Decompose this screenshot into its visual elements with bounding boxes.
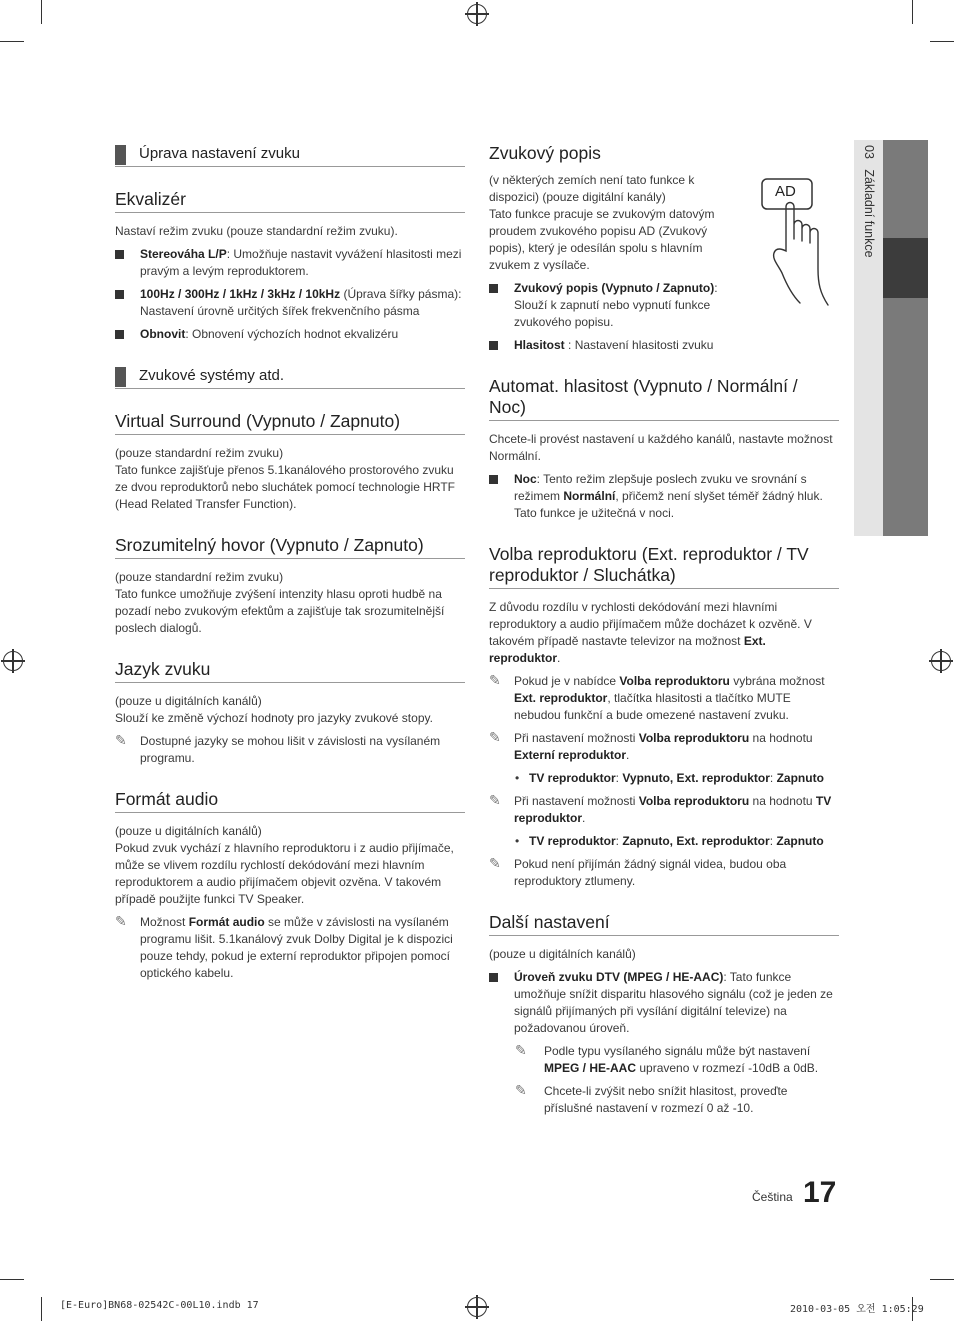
note xyxy=(489,793,839,827)
text: : xyxy=(769,771,777,785)
list-item xyxy=(489,833,839,850)
heading-additional-settings: Další nastavení xyxy=(489,912,839,936)
list-item xyxy=(115,246,465,280)
term: Volba reproduktoru xyxy=(619,674,730,688)
registration-mark-icon xyxy=(467,1297,487,1317)
term: Zvukový popis (Vypnuto / Zapnuto) xyxy=(514,281,715,295)
note xyxy=(489,856,839,890)
heading-speaker-select: Volba reproduktoru (Ext. reproduktor / TV reproduktor / Sluchátka) xyxy=(489,544,839,589)
term: Úroveň zvuku DTV (MPEG / HE-AAC) xyxy=(514,970,724,984)
paragraph: Pokud zvuk vychází z hlavního reproduktoru i z audio přijímače, může se vlivem rozdílu rychlostí dekódování mezi hlavním reproduktorem a audio přijímačem objevit ozvěna. V takovém případě použijte funkci TV Speaker. xyxy=(115,841,454,906)
list-item xyxy=(115,326,465,343)
paragraph: Chcete-li provést nastavení u každého kanálů, nastavte možnost Normální. xyxy=(489,432,833,463)
chapter-tab-band xyxy=(883,140,928,536)
heading-virtual-surround: Virtual Surround (Vypnuto / Zapnuto) xyxy=(115,411,465,435)
note-text: Při nastavení možnosti xyxy=(514,794,639,808)
text: : xyxy=(769,834,777,848)
note-text: vybrána možnost xyxy=(729,674,825,688)
description: , přičemž není slyšet téměř žádný hluk. Tato funkce je užitečná v noci. xyxy=(514,489,823,520)
paragraph: Tato funkce zajišťuje přenos 5.1kanálového prostorového zvuku ze dvou reproduktorů nebo sluchátek pomocí technologie HRTF (Head Related Transfer Function). xyxy=(115,463,455,511)
note-text: . xyxy=(626,748,630,762)
description: : Umožňuje nastavit vyvážení hlasitosti mezi pravým a levým reproduktorem. xyxy=(140,247,462,278)
section-virtual-surround xyxy=(115,411,465,513)
crop-mark xyxy=(930,1279,954,1280)
subheading-sound-settings: Úprava nastavení zvuku xyxy=(115,143,465,167)
description: : Nastavení hlasitosti zvuku xyxy=(564,338,714,352)
note-text: . xyxy=(582,811,586,825)
note-text: Možnost xyxy=(140,915,189,929)
text: AD xyxy=(638,224,656,238)
note-text: Dostupné jazyky se mohou lišit v závislosti na vysílaném programu. xyxy=(140,734,441,765)
paragraph xyxy=(489,206,729,274)
list-item xyxy=(489,969,839,1037)
note xyxy=(489,673,839,724)
chapter-title: Základní funkce xyxy=(862,169,876,258)
equalizer-intro: Nastaví režim zvuku (pouze standardní režim zvuku). xyxy=(115,224,398,238)
description: : Slouží k zapnutí nebo vypnutí funkce zvukového popisu. xyxy=(514,281,718,329)
heading-auto-volume: Automat. hlasitost (Vypnuto / Normální / Noc) xyxy=(489,376,839,421)
registration-mark-icon xyxy=(931,651,951,671)
paragraph: (pouze standardní režim zvuku) xyxy=(115,570,284,584)
right-column xyxy=(489,143,839,1117)
square-bullet-icon xyxy=(115,250,124,259)
registration-mark-icon xyxy=(3,651,23,671)
heading-audio-description: Zvukový popis xyxy=(489,143,601,163)
term: TV reproduktor xyxy=(514,794,832,825)
note-pencil-icon: ✎ xyxy=(489,729,501,745)
list-item xyxy=(489,337,839,354)
square-bullet-icon xyxy=(489,341,498,350)
crop-mark xyxy=(930,41,954,42)
note-text: se může v závislosti na vysílaném programu lišit. 5.1kanálový zvuk Dolby Digital je k dispozici pouze tehdy, pokud je externí reproduktor připojen pomocí optického kabelu. xyxy=(140,915,453,980)
square-bullet-icon xyxy=(115,290,124,299)
term: Zapnuto, Ext. reproduktor xyxy=(622,834,770,848)
note-pencil-icon: ✎ xyxy=(115,732,127,748)
dot-bullet-icon: • xyxy=(515,771,520,785)
term: TV reproduktor xyxy=(529,834,616,848)
section-audio-language xyxy=(115,659,465,767)
dot-bullet-icon: • xyxy=(515,834,520,848)
term: Vypnuto, Ext. reproduktor xyxy=(622,771,770,785)
heading-audio-format: Formát audio xyxy=(115,789,465,813)
crop-mark xyxy=(41,0,42,24)
term: Ext. reproduktor xyxy=(489,634,766,665)
text: Z důvodu rozdílu v rychlosti dekódování mezi hlavními reproduktory a audio přijímačem může docházet k ozvěně. V takovém případě nastavte televizor na možnost xyxy=(489,600,812,648)
description: : Tato funkce umožňuje snížit disparitu hlasového signálu (což je jeden ze signálů přijímaných při vysílání digitální televize) na požadovanou úroveň. xyxy=(514,970,833,1035)
term: Externí reproduktor xyxy=(514,748,627,762)
square-bullet-icon xyxy=(489,973,498,982)
ad-button-label: AD xyxy=(775,183,796,200)
mute-label: MUTE xyxy=(756,691,791,705)
description: (Úprava šířky pásma): Nastavení úrovně určitých šířek frekvenčního pásma xyxy=(140,287,462,318)
term: Volba reproduktoru xyxy=(638,731,750,745)
term: Hlasitost xyxy=(514,338,565,352)
term: Ext. reproduktor xyxy=(514,691,608,705)
paragraph: Slouží ke změně výchozí hodnoty pro jazyky zvukové stopy. xyxy=(115,711,433,725)
note-pencil-icon: ✎ xyxy=(489,672,501,688)
square-bullet-icon xyxy=(489,284,498,293)
text: : xyxy=(615,834,623,848)
print-slug-left: [E-Euro]BN68-02542C-00L10.indb 17 xyxy=(60,1300,259,1311)
list-item xyxy=(489,471,839,522)
paragraph: (pouze standardní režim zvuku) xyxy=(115,446,284,460)
audio-description-text xyxy=(489,172,729,274)
crop-mark xyxy=(0,1279,24,1280)
section-auto-volume xyxy=(489,376,839,522)
description: : Obnovení výchozích hodnot ekvalizéru xyxy=(185,327,399,341)
note-text: nebudou funkční a bude omezené nastavení zvuku. xyxy=(514,708,789,722)
note-pencil-icon: ✎ xyxy=(489,792,501,808)
print-slug-right: 2010-03-05 오전 1:05:29 xyxy=(790,1304,924,1315)
crop-mark xyxy=(41,1297,42,1321)
term: Volba reproduktoru xyxy=(638,794,750,808)
note-text: Pokud je v nabídce xyxy=(514,674,620,688)
paragraph: (pouze u digitálních kanálů) xyxy=(115,694,262,708)
section-clear-voice xyxy=(115,535,465,637)
heading-clear-voice: Srozumitelný hovor (Vypnuto / Zapnuto) xyxy=(115,535,465,559)
section-additional-settings xyxy=(489,912,839,1117)
text: . xyxy=(557,651,561,665)
note xyxy=(489,1043,839,1077)
chapter-tab-label xyxy=(859,145,879,445)
left-column xyxy=(115,143,465,982)
note-text: Podle typu vysílaného signálu může být nastavení xyxy=(544,1044,811,1058)
term: Zapnuto xyxy=(776,834,824,848)
note-text: na hodnotu xyxy=(749,794,816,808)
note-pencil-icon: ✎ xyxy=(515,1042,527,1058)
note xyxy=(489,1083,839,1117)
section-equalizer xyxy=(115,189,465,343)
note-pencil-icon: ✎ xyxy=(515,1082,527,1098)
note xyxy=(115,914,465,982)
paragraph: Tato funkce umožňuje zvýšení intenzity hlasu oproti hudbě na pozadí nebo zvukovým efektům a zajišťuje tak srozumitelnější poslech dialogů. xyxy=(115,587,445,635)
note xyxy=(489,730,839,764)
section-audio-description xyxy=(489,143,839,354)
note-text: , tlačítka hlasitosti a tlačítko xyxy=(607,691,757,705)
square-bullet-icon xyxy=(489,475,498,484)
text: Tato funkce pracuje se zvukovým datovým proudem zvukového popisu xyxy=(489,207,715,238)
term: Stereováha L/P xyxy=(140,247,227,261)
term: Obnovit xyxy=(140,327,186,341)
registration-mark-icon xyxy=(467,4,487,24)
subheading-sound-systems: Zvukové systémy atd. xyxy=(115,365,465,389)
heading-audio-language: Jazyk zvuku xyxy=(115,659,465,683)
ad-button-hand-icon xyxy=(754,173,844,313)
note xyxy=(115,733,465,767)
note-text: upraveno v rozmezí -10dB a 0dB. xyxy=(636,1061,819,1075)
crop-mark xyxy=(912,0,913,24)
note-pencil-icon: ✎ xyxy=(115,913,127,929)
term: Formát audio xyxy=(188,915,265,929)
note-text: Pokud není přijímán žádný signál videa, budou oba reproduktory ztlumeny. xyxy=(514,857,787,888)
note-text: Při nastavení možnosti xyxy=(514,731,639,745)
section-speaker-select xyxy=(489,544,839,890)
chapter-number: 03 xyxy=(862,145,876,159)
note-text: na hodnotu xyxy=(749,731,813,745)
text: : xyxy=(615,771,623,785)
term: TV reproduktor xyxy=(529,771,616,785)
chapter-tab-marker xyxy=(883,238,928,298)
term: Noc xyxy=(514,472,537,486)
paragraph: (pouze u digitálních kanálů) xyxy=(489,947,636,961)
term: 100Hz / 300Hz / 1kHz / 3kHz / 10kHz xyxy=(140,287,341,301)
note-pencil-icon: ✎ xyxy=(489,855,501,871)
text: (Zvukový popis), který je odesílán spolu s hlavním zvukem z vysílače. xyxy=(489,224,708,272)
paragraph: (pouze u digitálních kanálů) xyxy=(115,824,262,838)
list-item xyxy=(115,286,465,320)
section-audio-format xyxy=(115,789,465,982)
paragraph xyxy=(489,599,839,667)
term: Zapnuto xyxy=(776,771,824,785)
note-text: Chcete-li zvýšit nebo snížit hlasitost, proveďte příslušné nastavení v rozmezí 0 až -10. xyxy=(544,1084,788,1115)
paragraph: (v některých zemích není tato funkce k dispozici) (pouze digitální kanály) xyxy=(489,173,695,204)
term: Normální xyxy=(563,489,616,503)
term: MPEG / HE-AAC xyxy=(544,1061,637,1075)
square-bullet-icon xyxy=(115,330,124,339)
page-number: 17 xyxy=(803,1176,837,1209)
heading-equalizer: Ekvalizér xyxy=(115,189,465,213)
footer-language: Čeština xyxy=(752,1190,793,1204)
description: : Tento režim zlepšuje poslech zvuku ve srovnání s režimem xyxy=(514,472,807,503)
list-item xyxy=(489,280,744,331)
crop-mark xyxy=(0,41,24,42)
list-item xyxy=(489,770,839,787)
